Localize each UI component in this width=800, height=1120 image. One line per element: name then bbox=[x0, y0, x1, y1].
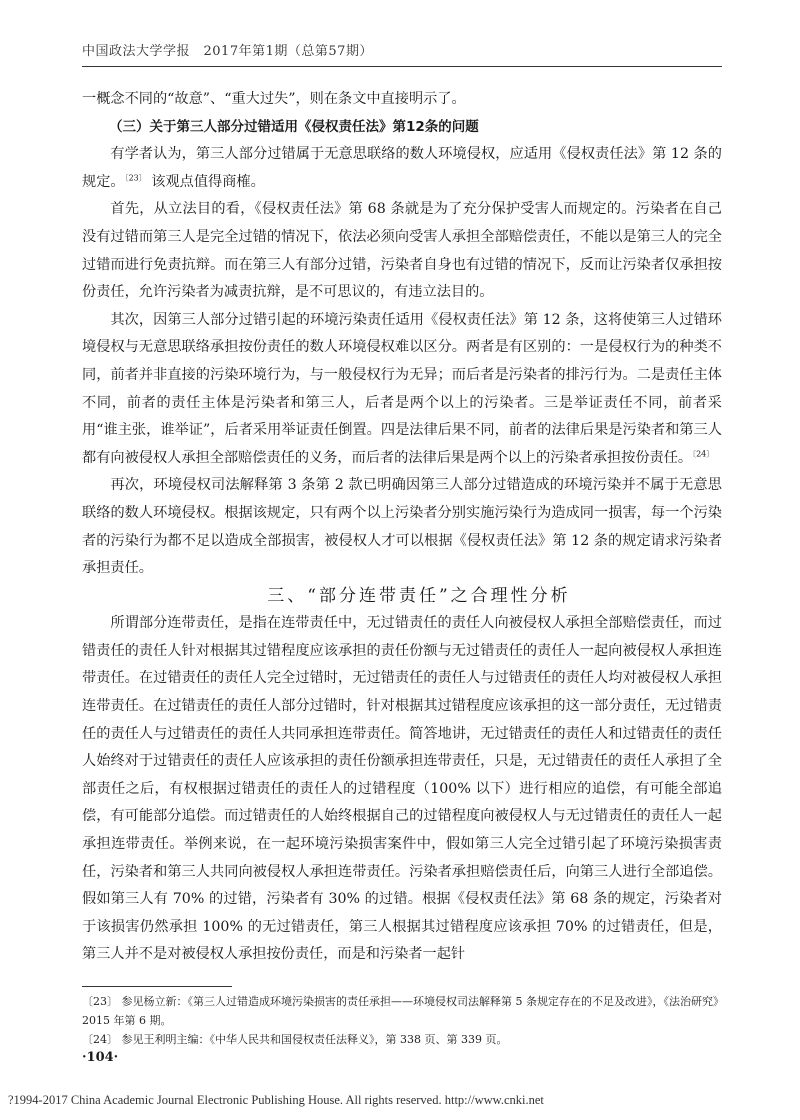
footnotes bbox=[82, 992, 722, 1049]
running-header: 中国政法大学学报 2017年第1期（总第57期） bbox=[82, 44, 373, 59]
paragraph: 一概念不同的“故意”、“重大过失”，则在条文中直接明示了。 bbox=[82, 91, 466, 107]
footnote: 〔24〕 参见王利明主编：《中华人民共和国侵权责任法释义》，第 338 页、第 339 页。 bbox=[82, 1033, 508, 1046]
paragraph bbox=[82, 307, 722, 473]
paragraph: 再次，环境侵权司法解释第 3 条第 2 款已明确因第三人部分过错造成的环境污染并不属于无意思联络的数人环境侵权。根据该规定，只有两个以上污染者分别实施污染行为造成同一损害，每一个污染者的污染行为都不足以造成全部损害，被侵权人才可以根据《侵权责任法》第 12 条的规定请求污染者承担责任。 bbox=[82, 477, 722, 577]
paragraph-text: 该观点值得商榷。 bbox=[146, 173, 265, 190]
main-body bbox=[82, 86, 722, 969]
page-number: ·104· bbox=[82, 1050, 119, 1065]
footnote-divider bbox=[82, 986, 232, 987]
subsection-heading: （三）关于第三人部分过错适用《侵权责任法》第12条的问题 bbox=[109, 118, 479, 135]
paragraph-text: 有学者认为，第三人部分过错属于无意思联络的数人环境侵权，应适用《侵权责任法》第 12 条的规定。 bbox=[82, 146, 722, 190]
footnote: 〔23〕 参见杨立新：《第三人过错造成环境污染损害的责任承担——环境侵权司法解释第 5 条规定存在的不足及改进》，《法治研究》2015 年第 6 期。 bbox=[82, 995, 719, 1027]
paragraph: 首先，从立法目的看，《侵权责任法》第 68 条就是为了充分保护受害人而规定的。污染者在自己没有过错而第三人是完全过错的情况下，依法必须向受害人承担全部赔偿责任，不能以是第三人的完全过错而进行免责抗辩。而在第三人有部分过错，污染者自身也有过错的情况下，反而让污染者仅承担按份责任，允许污染者为减责抗辩，是不可思议的，有违立法目的。 bbox=[82, 201, 722, 301]
footnote-ref[interactable]: 〔23〕 bbox=[124, 173, 147, 183]
paragraph bbox=[82, 141, 722, 196]
paragraph-text: 其次，因第三人部分过错引起的环境污染责任适用《侵权责任法》第 12 条，这将使第三人过错环境侵权与无意思联络承担按份责任的数人环境侵权难以区分。两者是有区别的：一是侵权行为的种类不同，前者并非直接的污染环境行为，与一般侵权行为无异；而后者是污染者的排污行为。二是责任主体不同，前者的责任主体是污染者和第三人，后者是两个以上的污染者。三是举证责任不同，前者采用“谁主张，谁举证”，后者采用举证责任倒置。四是法律后果不同，前者的法律后果是污染者和第三人都有向被侵权人承担全部赔偿责任的义务，而后者的法律后果是两个以上的污染者承担按份责任。 bbox=[82, 311, 722, 466]
footnote-ref[interactable]: 〔24〕 bbox=[692, 448, 715, 458]
copyright-notice: ?1994-2017 China Academic Journal Electronic Publishing House. All rights reserved. http://www.cnki.net bbox=[8, 1093, 544, 1107]
paragraph: 所谓部分连带责任，是指在连带责任中，无过错责任的责任人向被侵权人承担全部赔偿责任，而过错责任的责任人针对根据其过错程度应该承担的责任份额与无过错责任的责任人一起向被侵权人承担连带责任。在过错责任的责任人完全过错时，无过错责任的责任人与过错责任的责任人均对被侵权人承担连带责任。在过错责任的责任人部分过错时，针对根据其过错程度应该承担的这一部分责任，无过错责任的责任人与过错责任的责任人共同承担连带责任。简答地讲，无过错责任的责任人和过错责任的责任人始终对于过错责任的责任人应该承担的责任份额承担连带责任，只是，无过错责任的责任人承担了全部责任之后，有权根据过错责任的责任人的过错程度（100% 以下）进行相应的追偿，有可能全部追偿，有可能部分追偿。而过错责任的人始终根据自己的过错程度向被侵权人与无过错责任的责任人一起承担连带责任。举例来说，在一起环境污染损害案件中，假如第三人完全过错引起了环境污染损害责任，污染者和第三人共同向被侵权人承担连带责任。污染者承担赔偿责任后，向第三人进行全部追偿。假如第三人有 70% 的过错，污染者有 30% 的过错。根据《侵权责任法》第 68 条的规定，污染者对于该损害仍然承担 100% 的无过错责任，第三人根据其过错程度应该承担 70% 的过错责任，但是，第三人并不是对被侵权人承担按份责任，而是和污染者一起针 bbox=[82, 615, 722, 963]
header-divider bbox=[82, 66, 722, 67]
section-title: 三、“部分连带责任”之合理性分析 bbox=[267, 585, 571, 606]
